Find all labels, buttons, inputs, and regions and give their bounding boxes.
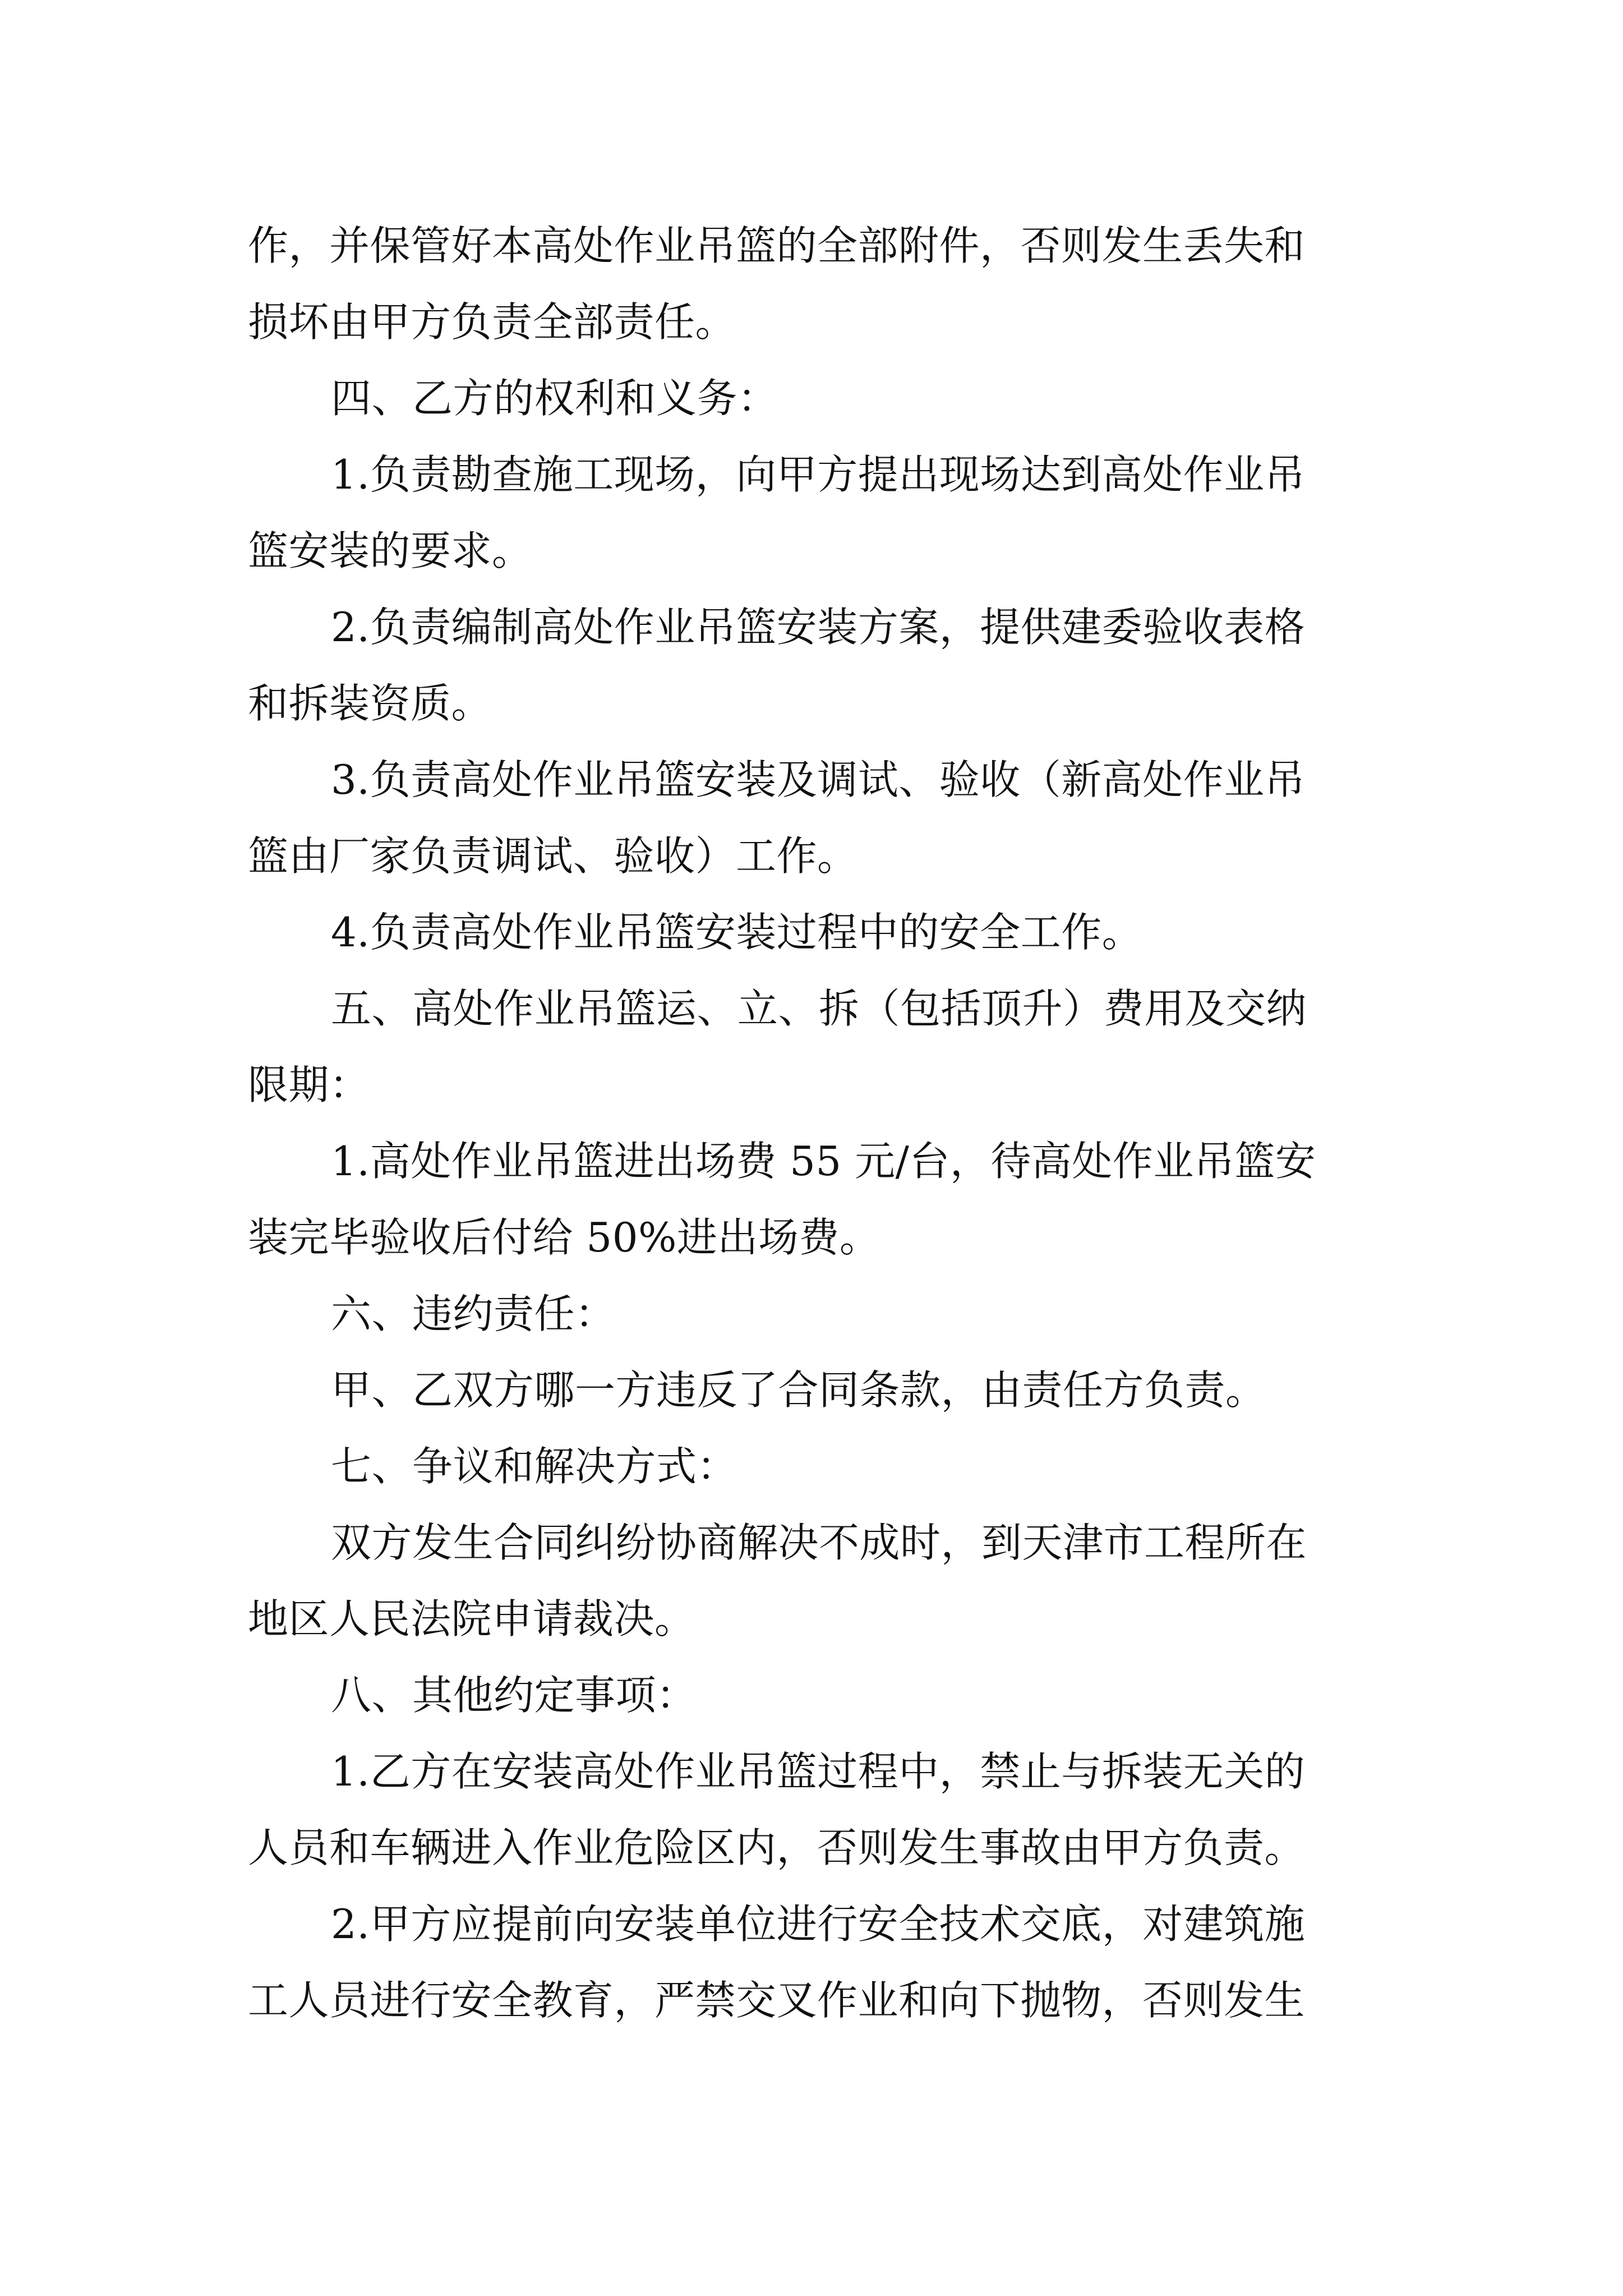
text-line: 工人员进行安全教育，严禁交叉作业和向下抛物，否则发生	[248, 1977, 1306, 2024]
text-line: 篮由厂家负责调试、验收）工作。	[248, 832, 858, 880]
text-line: 4.负责高处作业吊篮安装过程中的安全工作。	[331, 909, 1143, 956]
text-line: 甲、乙双方哪一方违反了合同条款，由责任方负责。	[331, 1366, 1266, 1414]
section-heading-5: 五、高处作业吊篮运、立、拆（包括顶升）费用及交纳	[331, 985, 1307, 1032]
text-line: 1.负责勘查施工现场，向甲方提出现场达到高处作业吊	[331, 451, 1306, 498]
contract-body-text	[248, 208, 1386, 2039]
section-heading-7: 七、争议和解决方式：	[331, 1443, 738, 1490]
section-heading-4: 四、乙方的权利和义务：	[331, 375, 778, 422]
section-heading-8: 八、其他约定事项：	[331, 1672, 697, 1719]
text-line: 2.甲方应提前向安装单位进行安全技术交底，对建筑施	[331, 1901, 1306, 1948]
text-line: 地区人民法院申请裁决。	[248, 1595, 695, 1642]
text-line: 篮安装的要求。	[248, 527, 533, 574]
section-heading-6: 六、违约责任：	[331, 1290, 616, 1337]
text-line: 限期：	[248, 1061, 370, 1108]
text-line: 人员和车辆进入作业危险区内，否则发生事故由甲方负责。	[248, 1824, 1306, 1871]
text-line: 装完毕验收后付给 50%进出场费。	[248, 1214, 880, 1261]
text-line: 2.负责编制高处作业吊篮安装方案，提供建委验收表格	[331, 604, 1306, 651]
text-line: 损坏由甲方负责全部责任。	[248, 298, 736, 346]
text-line: 和拆装资质。	[248, 680, 492, 727]
text-line: 作，并保管好本高处作业吊篮的全部附件，否则发生丢失和	[248, 222, 1306, 269]
text-line: 1.乙方在安装高处作业吊篮过程中，禁止与拆装无关的	[331, 1748, 1306, 1795]
text-line: 3.负责高处作业吊篮安装及调试、验收（新高处作业吊	[331, 756, 1306, 803]
text-line: 1.高处作业吊篮进出场费 55 元/台，待高处作业吊篮安	[331, 1138, 1316, 1185]
text-line: 双方发生合同纠纷协商解决不成时，到天津市工程所在	[331, 1519, 1307, 1566]
